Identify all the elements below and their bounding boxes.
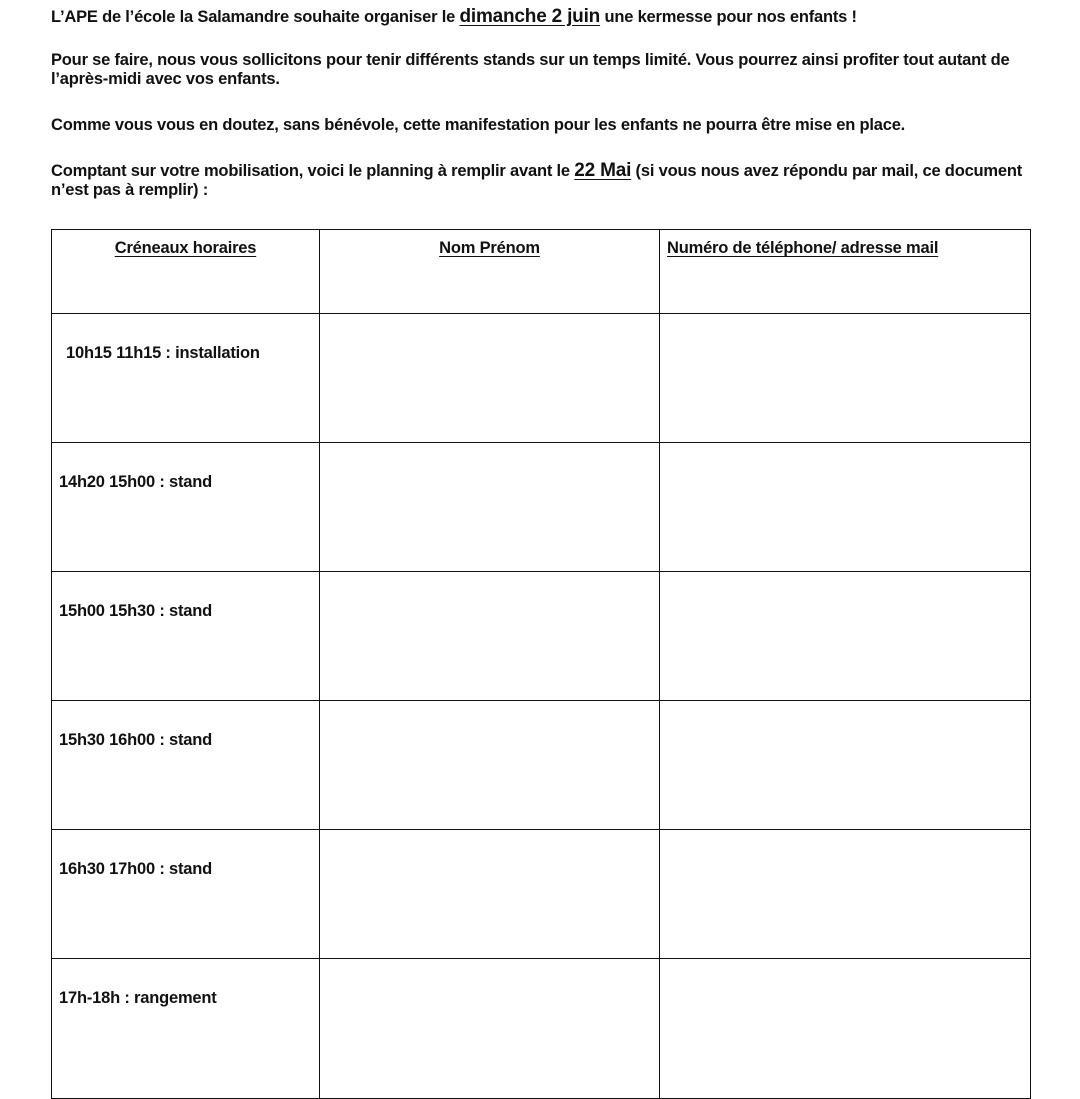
name-entry-cell[interactable]	[320, 830, 660, 959]
slot-cell	[52, 701, 320, 830]
slot-cell	[52, 830, 320, 959]
name-entry-cell[interactable]	[320, 443, 660, 572]
deadline-date: 22 Mai	[574, 160, 632, 181]
slot-cell	[52, 443, 320, 572]
slot-label: 15h00 15h30 : stand	[59, 602, 213, 620]
slot-cell	[52, 572, 320, 701]
header-cell-time-slots	[52, 230, 320, 314]
intro-paragraph-2: Pour se faire, nous vous sollicitons pour tenir différents stands sur un temps limité. Vous pourrez ainsi profiter tout autant de l’après-midi avec vos enfants.	[51, 51, 1010, 88]
event-date: dimanche 2 juin	[459, 6, 601, 27]
intro-paragraph-1	[51, 7, 1041, 27]
slot-cell	[52, 314, 320, 443]
slot-label: 15h30 16h00 : stand	[59, 731, 213, 749]
name-entry-cell[interactable]	[320, 572, 660, 701]
header-name: Nom Prénom	[439, 239, 540, 257]
name-entry-cell[interactable]	[320, 959, 660, 1099]
intro-p1-end: une kermesse pour nos enfants !	[600, 8, 857, 26]
contact-entry-cell[interactable]	[660, 443, 1031, 572]
table-row	[52, 314, 1031, 443]
intro-p1-start: L’APE de l’école la Salamandre souhaite organiser le	[51, 8, 460, 26]
table-row	[52, 701, 1031, 830]
contact-entry-cell[interactable]	[660, 830, 1031, 959]
intro-paragraph-3: Comme vous vous en doutez, sans bénévole, cette manifestation pour les enfants ne pourra être mise en place.	[51, 116, 906, 134]
contact-entry-cell[interactable]	[660, 701, 1031, 830]
table-row	[52, 572, 1031, 701]
table-header-row	[52, 230, 1031, 314]
intro-p4-end: (si vous nous avez répondu par mail, ce document n’est pas à remplir) :	[51, 162, 1023, 199]
slot-cell	[52, 959, 320, 1099]
contact-entry-cell[interactable]	[660, 959, 1031, 1099]
header-cell-name	[320, 230, 660, 314]
header-contact: Numéro de téléphone/ adresse mail	[667, 239, 939, 257]
name-entry-cell[interactable]	[320, 314, 660, 443]
slot-label: 14h20 15h00 : stand	[59, 473, 213, 491]
slot-label: 10h15 11h15 : installation	[66, 344, 260, 362]
table-row	[52, 959, 1031, 1099]
table-row	[52, 443, 1031, 572]
header-cell-contact	[660, 230, 1031, 314]
intro-paragraph-4	[51, 161, 1041, 200]
intro-p4-start: Comptant sur votre mobilisation, voici le planning à remplir avant le	[51, 162, 575, 180]
slot-label: 17h-18h : rangement	[59, 989, 217, 1007]
table-row	[52, 830, 1031, 959]
volunteer-planning-table	[51, 229, 1031, 1099]
slot-label: 16h30 17h00 : stand	[59, 860, 213, 878]
name-entry-cell[interactable]	[320, 701, 660, 830]
contact-entry-cell[interactable]	[660, 572, 1031, 701]
header-time-slots: Créneaux horaires	[114, 239, 257, 257]
contact-entry-cell[interactable]	[660, 314, 1031, 443]
